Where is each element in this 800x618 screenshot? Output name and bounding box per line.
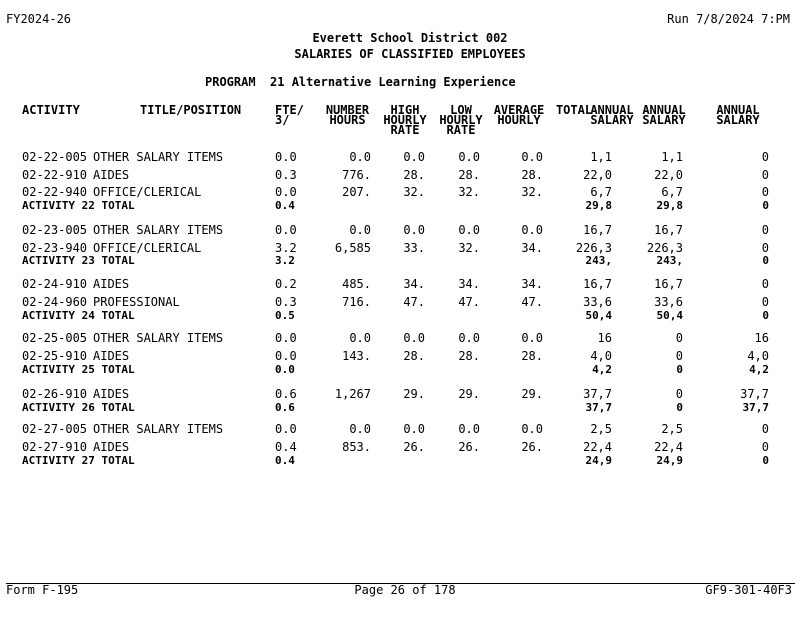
total-salary: 243,	[585, 254, 612, 267]
activity-total-label: ACTIVITY 27 TOTAL	[22, 454, 135, 467]
column-header-2: TITLE/POSITION	[140, 103, 242, 117]
annual-salary-1: 22,0	[654, 168, 683, 182]
hours-value: 0.0	[349, 422, 371, 436]
form-number: Form F-195	[6, 583, 79, 597]
total-salary: 226,3	[575, 241, 612, 255]
high-rate: 29.	[403, 387, 425, 401]
column-header-6: LOW	[450, 103, 472, 117]
activity-code: 02-27-005	[22, 422, 88, 436]
high-rate: 33.	[403, 241, 425, 255]
annual-salary-2: 16	[754, 331, 769, 345]
annual-salary-1: 16,7	[654, 223, 683, 237]
average-rate: 47.	[521, 295, 543, 309]
column-header-11-line2: SALARY	[716, 113, 760, 127]
run-info: Run 7/8/2024 7:PM	[667, 12, 790, 26]
low-rate: 0.0	[458, 150, 480, 164]
fte-value: 0.2	[275, 277, 297, 291]
activity-code: 02-26-910	[22, 387, 88, 401]
position-title: OFFICE/CLERICAL	[93, 185, 202, 199]
total-salary: 29,8	[585, 199, 612, 212]
total-annual-salary-2: 4,2	[749, 363, 769, 376]
total-salary: 33,6	[583, 295, 612, 309]
column-header-9-line2: SALARY	[590, 113, 634, 127]
total-salary: 4,0	[590, 349, 612, 363]
fte-value: 0.0	[275, 422, 297, 436]
total-salary: 2,5	[590, 422, 612, 436]
fte-value: 0.6	[275, 387, 297, 401]
total-salary: 16	[597, 331, 612, 345]
average-rate: 0.0	[521, 422, 543, 436]
annual-salary-1: 22,4	[654, 440, 683, 454]
total-annual-salary-1: 50,4	[656, 309, 683, 322]
fte-value: 0.0	[275, 223, 297, 237]
column-header-5-line2: HOURLY	[383, 113, 427, 127]
column-header-3-line2: 3/	[275, 113, 290, 127]
low-rate: 0.0	[458, 422, 480, 436]
low-rate: 32.	[458, 185, 480, 199]
total-fte: 0.4	[275, 199, 295, 212]
program-title: PROGRAM 21 Alternative Learning Experience	[205, 75, 516, 89]
high-rate: 0.0	[403, 223, 425, 237]
activity-total-label: ACTIVITY 26 TOTAL	[22, 401, 135, 414]
position-title: OTHER SALARY ITEMS	[93, 422, 224, 436]
total-salary: 37,7	[583, 387, 612, 401]
column-header-5-line3: RATE	[390, 123, 420, 137]
total-annual-salary-2: 0	[762, 309, 769, 322]
low-rate: 0.0	[458, 223, 480, 237]
annual-salary-2: 0	[761, 168, 769, 182]
annual-salary-2: 0	[761, 277, 769, 291]
column-header-6-line3: RATE	[446, 123, 476, 137]
average-rate: 34.	[521, 277, 543, 291]
low-rate: 28.	[458, 168, 480, 182]
high-rate: 0.0	[403, 331, 425, 345]
position-title: AIDES	[93, 349, 130, 363]
annual-salary-2: 0	[761, 440, 769, 454]
fte-value: 0.4	[275, 440, 297, 454]
activity-total-label: ACTIVITY 25 TOTAL	[22, 363, 135, 376]
total-fte: 0.6	[275, 401, 295, 414]
average-rate: 32.	[521, 185, 543, 199]
position-title: OTHER SALARY ITEMS	[93, 331, 224, 345]
high-rate: 28.	[403, 349, 425, 363]
activity-total-label: ACTIVITY 23 TOTAL	[22, 254, 135, 267]
total-salary: 16,7	[583, 277, 612, 291]
low-rate: 0.0	[458, 331, 480, 345]
total-salary: 16,7	[583, 223, 612, 237]
fiscal-year: FY2024-26	[6, 12, 72, 26]
total-annual-salary-1: 29,8	[656, 199, 683, 212]
activity-code: 02-22-910	[22, 168, 88, 182]
hours-value: 6,585	[334, 241, 371, 255]
column-header-8: TOTAL	[555, 103, 593, 117]
total-annual-salary-2: 0	[762, 199, 769, 212]
annual-salary-1: 0	[675, 349, 683, 363]
fte-value: 0.3	[275, 295, 297, 309]
position-title: OFFICE/CLERICAL	[93, 241, 202, 255]
position-title: OTHER SALARY ITEMS	[93, 223, 224, 237]
annual-salary-1: 0	[675, 331, 683, 345]
hours-value: 716.	[342, 295, 371, 309]
total-salary: 22,4	[583, 440, 612, 454]
fte-value: 3.2	[275, 241, 297, 255]
average-rate: 0.0	[521, 150, 543, 164]
activity-code: 02-25-910	[22, 349, 88, 363]
activity-code: 02-24-960	[22, 295, 88, 309]
activity-code: 02-25-005	[22, 331, 88, 345]
annual-salary-2: 0	[761, 185, 769, 199]
hours-value: 0.0	[349, 150, 371, 164]
total-fte: 0.0	[275, 363, 295, 376]
average-rate: 0.0	[521, 331, 543, 345]
report-title: SALARIES OF CLASSIFIED EMPLOYEES	[294, 47, 526, 61]
low-rate: 29.	[458, 387, 480, 401]
average-rate: 28.	[521, 349, 543, 363]
low-rate: 34.	[458, 277, 480, 291]
annual-salary-2: 0	[761, 422, 769, 436]
total-fte: 3.2	[275, 254, 295, 267]
annual-salary-2: 0	[761, 295, 769, 309]
hours-value: 1,267	[334, 387, 371, 401]
high-rate: 28.	[403, 168, 425, 182]
total-salary: 4,2	[592, 363, 612, 376]
column-header-10: ANNUAL	[642, 103, 686, 117]
district-name: Everett School District 002	[312, 31, 508, 45]
total-annual-salary-1: 24,9	[656, 454, 683, 467]
fte-value: 0.0	[275, 331, 297, 345]
total-annual-salary-2: 0	[762, 254, 769, 267]
column-header-7-line2: HOURLY	[497, 113, 541, 127]
total-annual-salary-1: 0	[676, 401, 683, 414]
total-salary: 6,7	[590, 185, 612, 199]
fte-value: 0.0	[275, 150, 297, 164]
low-rate: 28.	[458, 349, 480, 363]
total-fte: 0.4	[275, 454, 295, 467]
average-rate: 28.	[521, 168, 543, 182]
column-header-6-line2: HOURLY	[439, 113, 483, 127]
total-annual-salary-2: 0	[762, 454, 769, 467]
total-salary: 1,1	[590, 150, 612, 164]
column-header-3: FTE/	[275, 103, 304, 117]
position-title: AIDES	[93, 387, 130, 401]
activity-total-label: ACTIVITY 24 TOTAL	[22, 309, 135, 322]
form-code: GF9-301-40F3	[705, 583, 792, 597]
total-salary: 37,7	[585, 401, 612, 414]
activity-code: 02-23-005	[22, 223, 88, 237]
position-title: PROFESSIONAL	[93, 295, 180, 309]
column-header-4: NUMBER	[325, 103, 370, 117]
high-rate: 34.	[403, 277, 425, 291]
activity-code: 02-27-910	[22, 440, 88, 454]
hours-value: 0.0	[349, 331, 371, 345]
total-salary: 24,9	[585, 454, 612, 467]
activity-code: 02-22-940	[22, 185, 88, 199]
high-rate: 32.	[403, 185, 425, 199]
column-header-7: AVERAGE	[493, 103, 545, 117]
annual-salary-1: 16,7	[654, 277, 683, 291]
annual-salary-1: 0	[675, 387, 683, 401]
activity-total-label: ACTIVITY 22 TOTAL	[22, 199, 135, 212]
annual-salary-2: 0	[761, 241, 769, 255]
column-header-5: HIGH	[390, 103, 420, 117]
high-rate: 26.	[403, 440, 425, 454]
activity-code: 02-22-005	[22, 150, 88, 164]
low-rate: 32.	[458, 241, 480, 255]
annual-salary-2: 37,7	[740, 387, 769, 401]
fte-value: 0.0	[275, 185, 297, 199]
high-rate: 47.	[403, 295, 425, 309]
column-header-9: ANNUAL	[590, 103, 634, 117]
position-title: AIDES	[93, 440, 130, 454]
hours-value: 853.	[342, 440, 371, 454]
hours-value: 143.	[342, 349, 371, 363]
annual-salary-2: 0	[761, 223, 769, 237]
activity-code: 02-24-910	[22, 277, 88, 291]
total-annual-salary-2: 37,7	[742, 401, 769, 414]
annual-salary-1: 6,7	[661, 185, 683, 199]
position-title: AIDES	[93, 277, 130, 291]
total-annual-salary-1: 243,	[656, 254, 683, 267]
average-rate: 26.	[521, 440, 543, 454]
annual-salary-2: 0	[761, 150, 769, 164]
annual-salary-1: 33,6	[654, 295, 683, 309]
position-title: OTHER SALARY ITEMS	[93, 150, 224, 164]
total-salary: 22,0	[583, 168, 612, 182]
total-annual-salary-1: 0	[676, 363, 683, 376]
annual-salary-2: 4,0	[747, 349, 769, 363]
average-rate: 0.0	[521, 223, 543, 237]
average-rate: 29.	[521, 387, 543, 401]
annual-salary-1: 1,1	[661, 150, 683, 164]
hours-value: 776.	[342, 168, 371, 182]
fte-value: 0.0	[275, 349, 297, 363]
low-rate: 47.	[458, 295, 480, 309]
fte-value: 0.3	[275, 168, 297, 182]
hours-value: 485.	[342, 277, 371, 291]
average-rate: 34.	[521, 241, 543, 255]
annual-salary-1: 226,3	[646, 241, 683, 255]
low-rate: 26.	[458, 440, 480, 454]
page-number: Page 26 of 178	[354, 583, 456, 597]
high-rate: 0.0	[403, 422, 425, 436]
total-salary: 50,4	[585, 309, 612, 322]
column-header-1: ACTIVITY	[22, 103, 80, 117]
hours-value: 207.	[342, 185, 371, 199]
position-title: AIDES	[93, 168, 130, 182]
high-rate: 0.0	[403, 150, 425, 164]
total-fte: 0.5	[275, 309, 295, 322]
annual-salary-1: 2,5	[661, 422, 683, 436]
column-header-10-line2: SALARY	[642, 113, 686, 127]
column-header-4-line2: HOURS	[329, 113, 366, 127]
column-header-11: ANNUAL	[716, 103, 760, 117]
hours-value: 0.0	[349, 223, 371, 237]
activity-code: 02-23-940	[22, 241, 88, 255]
